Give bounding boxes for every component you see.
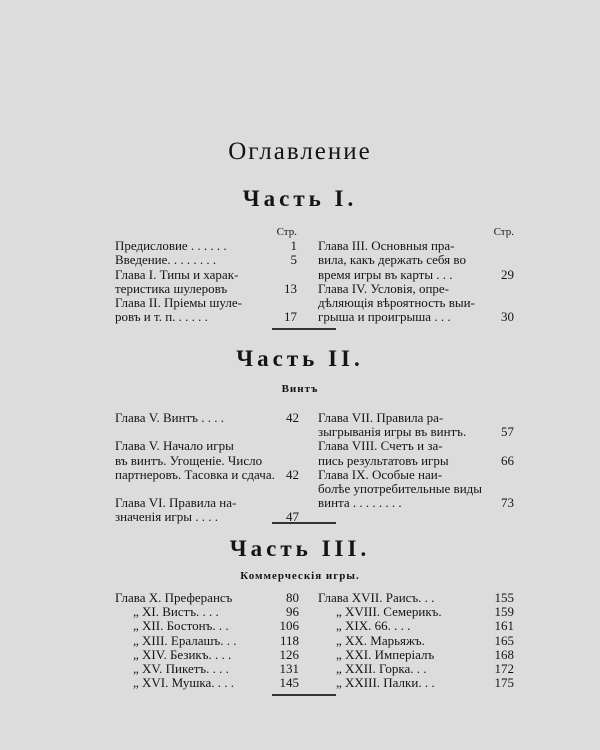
toc-entry: Глава V. Начало игры xyxy=(115,439,234,454)
part-3-right-column xyxy=(318,591,514,690)
part-2-right-column xyxy=(318,411,514,510)
toc-entry: дѣляющія вѣроятность выи- xyxy=(318,296,475,311)
toc-entry: „ XIV. Безикъ. . . . 126 xyxy=(133,646,299,662)
toc-entry: Глава XVII. Раисъ. . . 155 xyxy=(318,590,514,605)
toc-entry: „ XXII. Горка. . . 172 xyxy=(336,661,514,677)
toc-entry: Введение. . . . . . . . 5 xyxy=(115,252,297,268)
toc-entry: Глава IX. Особые наи- xyxy=(318,467,443,482)
toc-entry: Глава VII. Правила ра- xyxy=(318,411,444,425)
page-title: Оглавление xyxy=(228,138,372,165)
toc-entry: теристика шулеровъ 13 xyxy=(115,280,297,296)
toc-entry: „ XVIII. Семерикъ. 159 xyxy=(336,604,514,620)
toc-entry: Предисловие . . . . . . 1 xyxy=(115,238,297,254)
toc-entry: „ XI. Вистъ. . . . 96 xyxy=(133,604,299,620)
part-1-right-column xyxy=(318,225,514,324)
part-1-left-column xyxy=(115,225,297,324)
section-divider xyxy=(272,522,336,524)
part-3-left-column xyxy=(115,591,299,690)
toc-entry: партнеровъ. Тасовка и сдача. 42 xyxy=(115,466,299,482)
toc-entry: „ XXIII. Палки. . . 175 xyxy=(336,675,514,691)
toc-entry: Глава V. Винтъ . . . . 42 xyxy=(115,410,299,425)
part-3-subtitle: Коммерческія игры. xyxy=(240,570,360,582)
part-1-title: Часть I. xyxy=(242,186,358,211)
section-divider xyxy=(272,694,336,696)
page-column-header: Стр. xyxy=(493,226,514,238)
toc-entry: Глава X. Преферансъ 80 xyxy=(115,590,299,605)
toc-entry: въ винтъ. Угощеніе. Число xyxy=(115,453,263,468)
toc-entry: грыша и проигрыша . . . 30 xyxy=(318,309,514,325)
toc-entry: „ XV. Пикетъ. . . . 131 xyxy=(133,661,299,677)
part-3-title: Часть III. xyxy=(229,536,371,561)
page-column-header: Стр. xyxy=(276,226,297,238)
toc-entry: „ XVI. Мушка. . . . 145 xyxy=(133,675,299,691)
toc-spacer xyxy=(115,425,299,439)
toc-entry: Глава II. Пріемы шуле- xyxy=(115,296,242,311)
toc-entry: ровъ и т. п. . . . . . 17 xyxy=(115,309,297,325)
part-2-subtitle: Винтъ xyxy=(281,383,319,395)
toc-entry: „ XIII. Ералашъ. . . 118 xyxy=(133,632,299,648)
toc-entry: Глава VIII. Счетъ и за- xyxy=(318,439,443,454)
toc-entry: „ XX. Марьяжъ. 165 xyxy=(336,632,514,648)
toc-entry: Глава VI. Правила на- xyxy=(115,496,237,511)
toc-entry: Глава I. Типы и харак- xyxy=(115,267,239,282)
toc-entry: пись результатовъ игры 66 xyxy=(318,452,514,468)
part-2-left-column xyxy=(115,411,299,525)
toc-entry: болѣе употребительные виды xyxy=(318,482,482,497)
toc-spacer xyxy=(115,482,299,496)
toc-entry: зыгрыванія игры въ винтъ. 57 xyxy=(318,424,514,440)
toc-entry: вила, какъ держать себя во xyxy=(318,253,466,268)
toc-entry: Глава III. Основныя пра- xyxy=(318,239,455,254)
toc-entry: „ XXI. Имперіалъ 168 xyxy=(336,646,514,662)
toc-entry: Глава IV. Условія, опре- xyxy=(318,281,450,296)
section-divider xyxy=(272,328,336,330)
toc-entry: „ XIX. 66. . . . 161 xyxy=(336,618,514,634)
toc-entry: винта . . . . . . . . 73 xyxy=(318,495,514,511)
part-2-title: Часть II. xyxy=(236,346,364,371)
toc-entry: „ XII. Бостонъ. . . 106 xyxy=(133,618,299,634)
toc-entry: время игры въ карты . . . 29 xyxy=(318,266,514,282)
toc-entry: значенія игры . . . . 47 xyxy=(115,509,299,525)
